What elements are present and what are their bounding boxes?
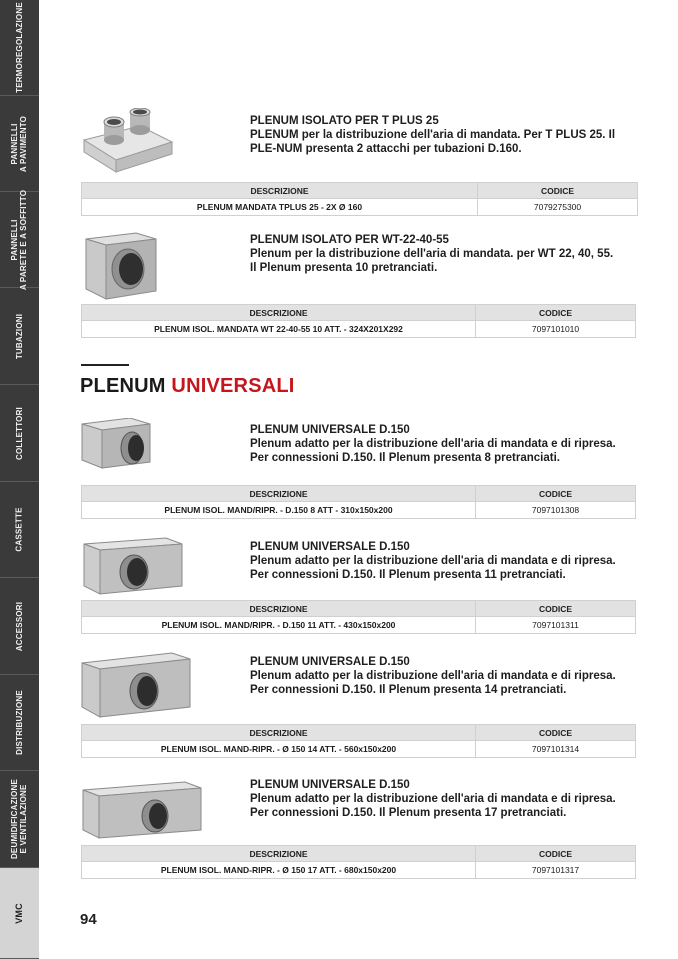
table-row bbox=[82, 199, 638, 216]
product-description: Plenum adatto per la distribuzione dell'aria di mandata e di ripresa. Per connessioni D.150. Il Plenum presenta 14 pretranciati. bbox=[250, 670, 616, 696]
product-title: PLENUM UNIVERSALE D.150 bbox=[250, 541, 410, 553]
col-header-description: DESCRIZIONE bbox=[82, 305, 476, 321]
col-header-code: CODICE bbox=[476, 305, 636, 321]
col-header-code: CODICE bbox=[476, 601, 636, 617]
product-description: PLENUM per la distribuzione dell'aria di mandata. Per T PLUS 25. Il PLE-NUM presenta 2 attacchi per tubazioni D.160. bbox=[250, 129, 616, 155]
row-description: PLENUM ISOL. MAND-RIPR. - Ø 150 17 ATT. - 680x150x200 bbox=[82, 862, 476, 879]
product-image-wt bbox=[84, 229, 160, 301]
col-header-description: DESCRIZIONE bbox=[82, 846, 476, 862]
product-image-plenum-14 bbox=[80, 651, 192, 719]
row-description: PLENUM MANDATA TPLUS 25 - 2X Ø 160 bbox=[82, 199, 478, 216]
col-header-code: CODICE bbox=[476, 846, 636, 862]
col-header-code: CODICE bbox=[476, 486, 636, 502]
sidebar-tab-accessori[interactable] bbox=[0, 578, 39, 675]
sidebar-tab-label: COLLETTORI bbox=[15, 406, 24, 460]
product-title: PLENUM UNIVERSALE D.150 bbox=[250, 424, 410, 436]
spec-table bbox=[81, 182, 638, 216]
sidebar-nav bbox=[0, 0, 39, 959]
table-row bbox=[82, 617, 636, 634]
row-code: 7097101010 bbox=[476, 321, 636, 338]
sidebar-tab-label: PANNELLI A PARETE E A SOFFITTO bbox=[10, 189, 29, 290]
product-title: PLENUM ISOLATO PER WT-22-40-55 bbox=[250, 234, 449, 246]
product-title: PLENUM UNIVERSALE D.150 bbox=[250, 779, 410, 791]
table-row bbox=[82, 321, 636, 338]
table-row bbox=[82, 502, 636, 519]
section-title bbox=[80, 375, 295, 398]
sidebar-tab-label: TERMOREGOLAZIONE bbox=[15, 2, 25, 93]
product-description: Plenum adatto per la distribuzione dell'aria di mandata e di ripresa. Per connessioni D.150. Il Plenum presenta 8 pretranciati. bbox=[250, 438, 616, 464]
row-description: PLENUM ISOL. MAND-RIPR. - Ø 150 14 ATT. - 560x150x200 bbox=[82, 741, 476, 758]
table-row bbox=[82, 862, 636, 879]
sidebar-tab-vmc[interactable] bbox=[0, 868, 39, 959]
sidebar-tab-pannelli-parete[interactable] bbox=[0, 189, 39, 290]
row-description: PLENUM ISOL. MAND/RIPR. - D.150 8 ATT - 310x150x200 bbox=[82, 502, 476, 519]
col-header-code: CODICE bbox=[478, 183, 638, 199]
sidebar-tab-label: DISTRIBUZIONE bbox=[15, 690, 25, 755]
product-image-tplus25 bbox=[80, 108, 176, 178]
row-description: PLENUM ISOL. MANDATA WT 22-40-55 10 ATT. - 324X201X292 bbox=[82, 321, 476, 338]
page-number: 94 bbox=[80, 911, 97, 928]
col-header-description: DESCRIZIONE bbox=[82, 601, 476, 617]
section-title-word2: UNIVERSALI bbox=[171, 375, 295, 397]
sidebar-tab-deumidificazione[interactable] bbox=[0, 771, 39, 868]
sidebar-tab-termoregolazione[interactable] bbox=[0, 0, 39, 96]
sidebar-tab-label: CASSETTE bbox=[15, 507, 24, 552]
sidebar-tab-pannelli-pavimento[interactable] bbox=[0, 96, 39, 192]
row-code: 7097101308 bbox=[476, 502, 636, 519]
col-header-description: DESCRIZIONE bbox=[82, 486, 476, 502]
spec-table bbox=[81, 485, 636, 519]
sidebar-tab-tubazioni[interactable] bbox=[0, 288, 39, 385]
product-title: PLENUM UNIVERSALE D.150 bbox=[250, 656, 410, 668]
row-description: PLENUM ISOL. MAND/RIPR. - D.150 11 ATT. - 430x150x200 bbox=[82, 617, 476, 634]
product-image-plenum-17 bbox=[81, 780, 203, 840]
col-header-code: CODICE bbox=[476, 725, 636, 741]
col-header-description: DESCRIZIONE bbox=[82, 183, 478, 199]
product-description: Plenum adatto per la distribuzione dell'aria di mandata e di ripresa. Per connessioni D.150. Il Plenum presenta 17 pretranciati. bbox=[250, 793, 616, 819]
section-title-word1: PLENUM bbox=[80, 375, 166, 397]
row-code: 7097101314 bbox=[476, 741, 636, 758]
row-code: 7097101317 bbox=[476, 862, 636, 879]
table-row bbox=[82, 741, 636, 758]
spec-table bbox=[81, 724, 636, 758]
product-image-plenum-11 bbox=[82, 536, 184, 596]
spec-table bbox=[81, 845, 636, 879]
sidebar-tab-label: ACCESSORI bbox=[15, 601, 24, 651]
product-title: PLENUM ISOLATO PER T PLUS 25 bbox=[250, 115, 439, 127]
spec-table bbox=[81, 304, 636, 338]
col-header-description: DESCRIZIONE bbox=[82, 725, 476, 741]
product-description: Plenum adatto per la distribuzione dell'aria di mandata e di ripresa. Per connessioni D.150. Il Plenum presenta 11 pretranciati. bbox=[250, 555, 616, 581]
product-image-plenum-8 bbox=[80, 418, 154, 470]
row-code: 7097101311 bbox=[476, 617, 636, 634]
spec-table bbox=[81, 600, 636, 634]
sidebar-tab-label: TUBAZIONI bbox=[15, 313, 25, 359]
sidebar-tab-cassette[interactable] bbox=[0, 482, 39, 578]
sidebar-tab-label: PANNELLI A PAVIMENTO bbox=[10, 115, 29, 172]
sidebar-tab-distribuzione[interactable] bbox=[0, 675, 39, 771]
sidebar-tab-label: VMC bbox=[13, 902, 24, 924]
row-code: 7079275300 bbox=[478, 199, 638, 216]
sidebar-tab-label: DEUMIDIFICAZIONE E VENTILAZIONE bbox=[10, 778, 29, 860]
sidebar-tab-collettori[interactable] bbox=[0, 385, 39, 482]
section-divider bbox=[81, 364, 129, 366]
product-description: Plenum per la distribuzione dell'aria di mandata. per WT 22, 40, 55. Il Plenum presenta 10 pretranciati. bbox=[250, 248, 614, 274]
